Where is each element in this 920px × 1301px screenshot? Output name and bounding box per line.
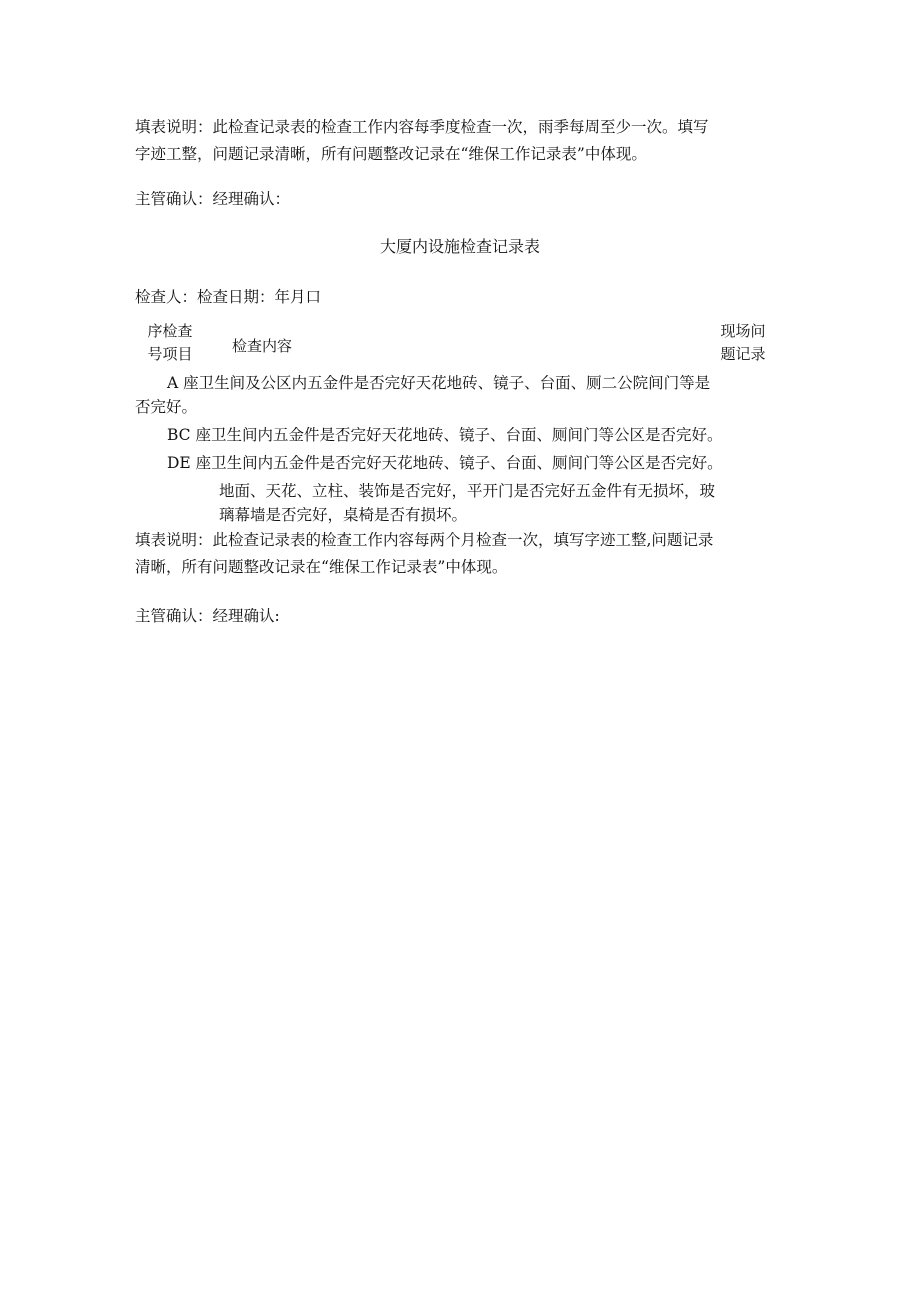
inspector-date-line: 检查人：检查日期：年月口 [135,288,322,306]
fill-instructions-bimonthly [135,527,775,581]
header-seq-item: 序检查 号项目 [147,322,193,363]
header-record: 现场问 题记录 [720,322,766,363]
table-row: BC 座卫生间内五金件是否完好天花地砖、镜子、台面、厕间门等公区是否完好。 [167,426,723,444]
table-row: 地面、天花、立柱、装饰是否完好，平开门是否完好五金件有无损坏，玻 璃幕墙是否完好，桌椅是否有损坏。 [219,482,716,524]
header-content: 检查内容 [231,337,292,355]
table-row: DE 座卫生间内五金件是否完好天花地砖、镜子、台面、厕间门等公区是否完好。 [167,454,723,472]
instruction-line: 填表说明：此检查记录表的检查工作内容每两个月检查一次，填写字迹工整,问题记录 [135,531,714,549]
page-title: 大厦内设施检查记录表 [379,237,540,256]
fill-instructions-quarterly [135,114,775,168]
instruction-line: 字迹工整，问题记录清晰，所有问题整改记录在“维保工作记录表”中体现。 [135,145,647,163]
confirmation-line: 主管确认：经理确认： [135,190,291,208]
confirmation-line: 主管确认：经理确认: [135,607,280,625]
instruction-line: 填表说明：此检查记录表的检查工作内容每季度检查一次，雨季每周至少一次。填写 [135,118,709,136]
table-row: A 座卫生间及公区内五金件是否完好天花地砖、镜子、台面、厕二公院间门等是 否完好。 [135,374,711,416]
instruction-line: 清晰，所有问题整改记录在“维保工作记录表”中体现。 [135,558,508,576]
